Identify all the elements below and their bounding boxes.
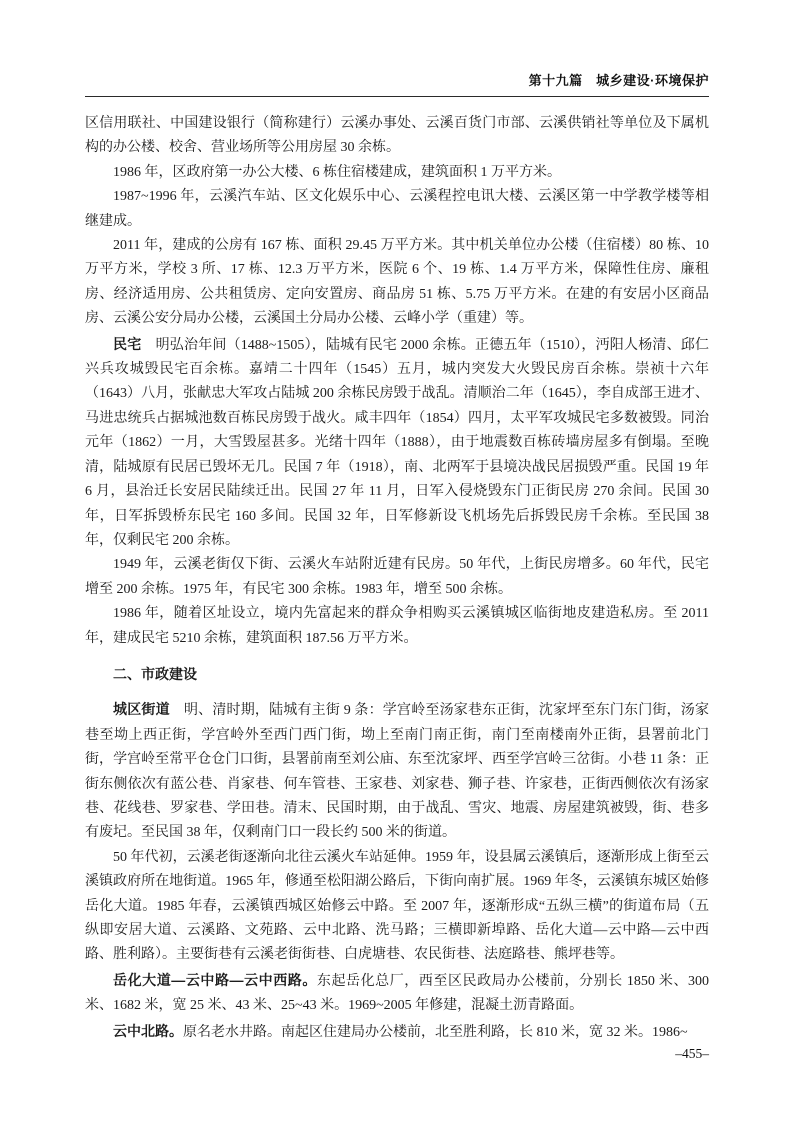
- body-paragraph: 1986 年，区政府第一办公大楼、6 栋住宿楼建成，建筑面积 1 万平方米。: [113, 164, 561, 180]
- body-paragraph: 民宅 明弘治年间（1488~1505），陆城有民宅 2000 余栋。正德五年（1510），沔阳人杨清、邱仁兴兵攻城毁民宅百余栋。嘉靖二十四年（1545）五月，城内突发大火毁民房百余栋。崇祯十六年（1643）八月，张献忠大军攻占陆城 200 余栋民房毁于战乱。清顺治二年（1645），李自成部王进才、马进忠统兵占据城池数百栋民房毁于战火。咸丰四年（1854）四月，太平军攻城民宅多数被毁。同治元年（1862）一月，大雪毁屋甚多。光绪十四年（1888），由于地震数百栋砖墙房屋多有倒塌。至晚清，陆城原有民居已毁坏无几。民国 7 年（1918），南、北两军于县境决战民居损毁严重。民国 19 年 6 月，县治迁长安居民陆续迁出。民国 27 年 11 月，日军入侵烧毁东门正街民房 270 余间。民国 30 年，日军拆毁桥东民宅 160 多间。民国 32 年，日军修新设飞机场先后拆毁民房千余栋。至民国 38 年，仅剩民宅 200 余栋。: [85, 335, 709, 548]
- body-paragraph: 岳化大道—云中路—云中西路。东起岳化总厂，西至区民政局办公楼前，分别长 1850 米、300 米、1682 米，宽 25 米、43 米、25~43 米。1969~2005 年修建，混凝土沥青路面。: [85, 971, 710, 1014]
- section-heading: 二、市政建设: [113, 665, 197, 682]
- body-paragraph: 云中北路。原名老水井路。南起区住建局办公楼前，北至胜利路，长 810 米，宽 32 米。1986~: [113, 1022, 688, 1040]
- term-label: 民宅: [113, 335, 142, 352]
- term-label: 岳化大道—云中路—云中西路。: [113, 971, 317, 988]
- body-paragraph: 区信用联社、中国建设银行（简称建行）云溪办事处、云溪百货门市部、云溪供销社等单位及下属机构的办公楼、校舍、营业场所等公用房屋 30 余栋。: [85, 116, 709, 156]
- body-paragraph: 城区街道 明、清时期，陆城有主街 9 条：学宫岭至汤家巷东正街，沈家坪至东门东门街，汤家巷至坳上西正街，学宫岭外至西门西门街，坳上至南门南正街，南门至南楼南外正街，县署前北门街，学宫岭至常平仓仓门口街，县署前南至刘公庙、东至沈家坪、西至学宫岭三岔街。小巷 11 条：正街东侧依次有蓝公巷、肖家巷、何车管巷、王家巷、刘家巷、狮子巷、许家巷，正街西侧依次有汤家巷、花线巷、罗家巷、学田巷。清末、民国时期，由于战乱、雪灾、地震、房屋建筑被毁，街、巷多有废圮。至民国 38 年，仅剩南门口一段长约 500 米的街道。: [85, 701, 710, 841]
- body-paragraph: 1987~1996 年，云溪汽车站、区文化娱乐中心、云溪程控电讯大楼、云溪区第一中学教学楼等相继建成。: [85, 189, 709, 229]
- page-header: [85, 70, 709, 97]
- header-divider: [85, 96, 709, 97]
- running-header-title: 第十九篇 城乡建设·环境保护: [528, 73, 709, 88]
- body-paragraph: 1949 年，云溪老街仅下街、云溪火车站附近建有民房。50 年代，上街民房增多。60 年代，民宅增至 200 余栋。1975 年，有民宅 300 余栋。1983 年，增至 500 余栋。: [85, 557, 709, 597]
- term-label: 云中北路。: [113, 1022, 183, 1039]
- page-footer: [675, 1046, 709, 1062]
- body-paragraph: 1986 年，随着区址设立，境内先富起来的群众争相购买云溪镇城区临街地皮建造私房。至 2011 年，建成民宅 5210 余栋，建筑面积 187.56 万平方米。: [85, 606, 709, 646]
- body-paragraph: 50 年代初，云溪老街逐渐向北往云溪火车站延伸。1959 年，设县属云溪镇后，逐渐形成上街至云溪镇政府所在地街道。1965 年，修通至松阳湖公路后，下街向南扩展。1969 年冬，云溪镇东城区始修岳化大道。1985 年春，云溪镇西城区始修云中路。至 2007 年，逐渐形成“五纵三横”的街道布局（五纵即安居大道、云溪路、文苑路、云中北路、洗马路；三横即新埠路、岳化大道—云中路—云中西路、胜利路）。主要街巷有云溪老街街巷、白虎塘巷、农民街巷、法庭路巷、熊坪巷等。: [85, 849, 709, 963]
- body-paragraph: 2011 年，建成的公房有 167 栋、面积 29.45 万平方米。其中机关单位办公楼（住宿楼）80 栋、10 万平方米，学校 3 所、17 栋、12.3 万平方米，医院 6 个、19 栋、1.4 万平方米，保障性住房、廉租房、经济适用房、公共租赁房、定向安置房、商品房 51 栋、5.75 万平方米。在建的有安居小区商品房、云溪公安分局办公楼，云溪国土分局办公楼、云峰小学（重建）等。: [85, 238, 709, 327]
- term-label: 城区街道: [113, 701, 170, 718]
- page-body: [85, 112, 709, 1045]
- page-number: –455–: [675, 1046, 709, 1061]
